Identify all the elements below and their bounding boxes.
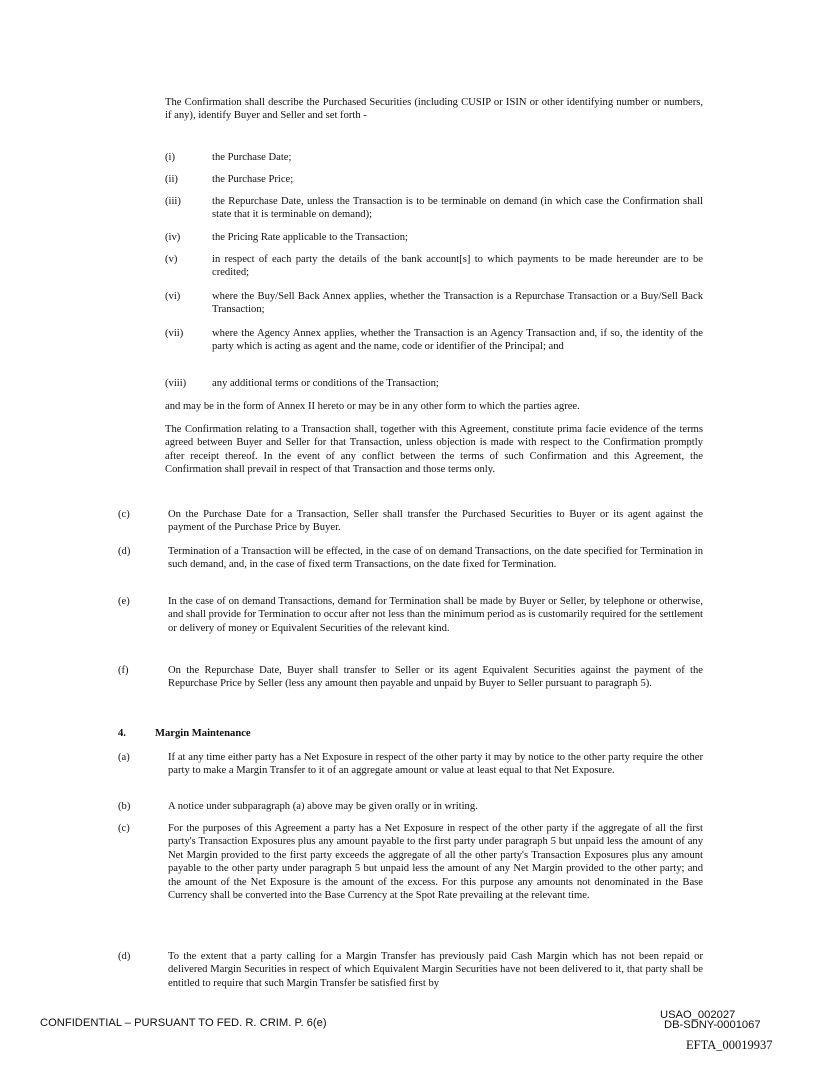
section-text: On the Purchase Date for a Transaction, Seller shall transfer the Purchased Securities to Buyer or its agent against the payment of the Purchase Price by Buyer. <box>168 509 703 534</box>
annex-paragraph: and may be in the form of Annex II hereto or may be in any other form to which the parties agree. <box>165 401 580 412</box>
list-item-number: (v) <box>165 254 178 265</box>
list-item-number: (ii) <box>165 174 178 185</box>
section-text: Termination of a Transaction will be effected, in the case of on demand Transactions, on the date specified for Termination in such demand, and, in the case of fixed term Transactions, on the date fixed for Termination. <box>168 546 703 571</box>
list-item-number: (vi) <box>165 291 181 302</box>
list-item-number: (iv) <box>165 232 181 243</box>
list-item-text: in respect of each party the details of the bank account[s] to which payments to be made hereunder are to be credited; <box>212 254 703 279</box>
section-heading-number: 4. <box>118 728 126 739</box>
section-number: (e) <box>118 596 130 607</box>
section-number: (f) <box>118 665 129 676</box>
section-text: On the Repurchase Date, Buyer shall transfer to Seller or its agent Equivalent Securities against the payment of the Repurchase Price by Seller (less any amount then payable and unpaid by Buyer to Seller pursuant to paragraph 5). <box>168 665 703 690</box>
section-number: (d) <box>118 546 131 557</box>
list-item-text: where the Agency Annex applies, whether the Transaction is an Agency Transaction and, if so, the identity of the party which is acting as agent and the name, code or identifier of the Principal; and <box>212 328 703 353</box>
section-text: In the case of on demand Transactions, demand for Termination shall be made by Buyer or Seller, by telephone or otherwise, and shall provide for Termination to occur after not less than the minimum period as is customarily required for the settlement or delivery of money or Equivalent Securities of the relevant kind. <box>168 596 703 634</box>
db-bates-number: DB-SDNY-0001067 <box>664 1019 761 1031</box>
confirmation-paragraph: The Confirmation relating to a Transaction shall, together with this Agreement, constitute prima facie evidence of the terms agreed between Buyer and Seller for that Transaction, unless objection is made with respect to the Confirmation promptly after receipt thereof. In the event of any conflict between the terms of such Confirmation and this Agreement, the Confirmation shall prevail in respect of that Transaction and those terms only. <box>165 424 703 476</box>
section-number: (b) <box>118 801 131 812</box>
confidential-footer: CONFIDENTIAL – PURSUANT TO FED. R. CRIM. P. 6(e) <box>40 1017 327 1029</box>
section-number: (a) <box>118 752 130 763</box>
section-number: (c) <box>118 823 130 834</box>
list-item-number: (viii) <box>165 378 187 389</box>
list-item-text: the Repurchase Date, unless the Transaction is to be terminable on demand (in which case the Confirmation shall state that it is terminable on demand); <box>212 196 703 221</box>
list-item-number: (vii) <box>165 328 184 339</box>
section-text: A notice under subparagraph (a) above may be given orally or in writing. <box>168 801 478 812</box>
list-item-text: where the Buy/Sell Back Annex applies, whether the Transaction is a Repurchase Transaction or a Buy/Sell Back Transaction; <box>212 291 703 316</box>
list-item-number: (i) <box>165 152 175 163</box>
section-number: (d) <box>118 951 131 962</box>
list-item-text: the Purchase Price; <box>212 174 294 185</box>
list-item-number: (iii) <box>165 196 181 207</box>
section-text: To the extent that a party calling for a Margin Transfer has previously paid Cash Margin which has not been repaid or delivered Margin Securities in respect of which Equivalent Margin Securities have not been delivered to it, that party shall be entitled to require that such Margin Transfer be satisfied first by <box>168 951 703 989</box>
list-item-text: the Pricing Rate applicable to the Transaction; <box>212 232 408 243</box>
list-item-text: the Purchase Date; <box>212 152 292 163</box>
section-text: If at any time either party has a Net Exposure in respect of the other party it may by notice to the other party require the other party to make a Margin Transfer to it of an aggregate amount or value at least equal to that Net Exposure. <box>168 752 703 777</box>
efta-bates-number: EFTA_00019937 <box>686 1038 773 1052</box>
section-text: For the purposes of this Agreement a party has a Net Exposure in respect of the other party if the aggregate of all the first party's Transaction Exposures plus any amount payable to the first party under paragraph 5 but unpaid less the amount of any Net Margin provided to the first party exceeds the aggregate of all the other party's Transaction Exposures plus any amount payable to the other party under paragraph 5 but unpaid less the amount of any Net Margin provided to the other party; and the amount of the Net Exposure is the amount of the excess. For this purpose any amounts not denominated in the Base Currency shall be converted into the Base Currency at the Spot Rate prevailing at the relevant time. <box>168 823 703 902</box>
list-item-text: any additional terms or conditions of the Transaction; <box>212 378 439 389</box>
usao-bates-number: USAO_002027 <box>660 1009 736 1021</box>
section-heading-text: Margin Maintenance <box>155 728 251 739</box>
intro-paragraph: The Confirmation shall describe the Purchased Securities (including CUSIP or ISIN or other identifying number or numbers, if any), identify Buyer and Seller and set forth - <box>165 97 703 122</box>
section-number: (c) <box>118 509 130 520</box>
